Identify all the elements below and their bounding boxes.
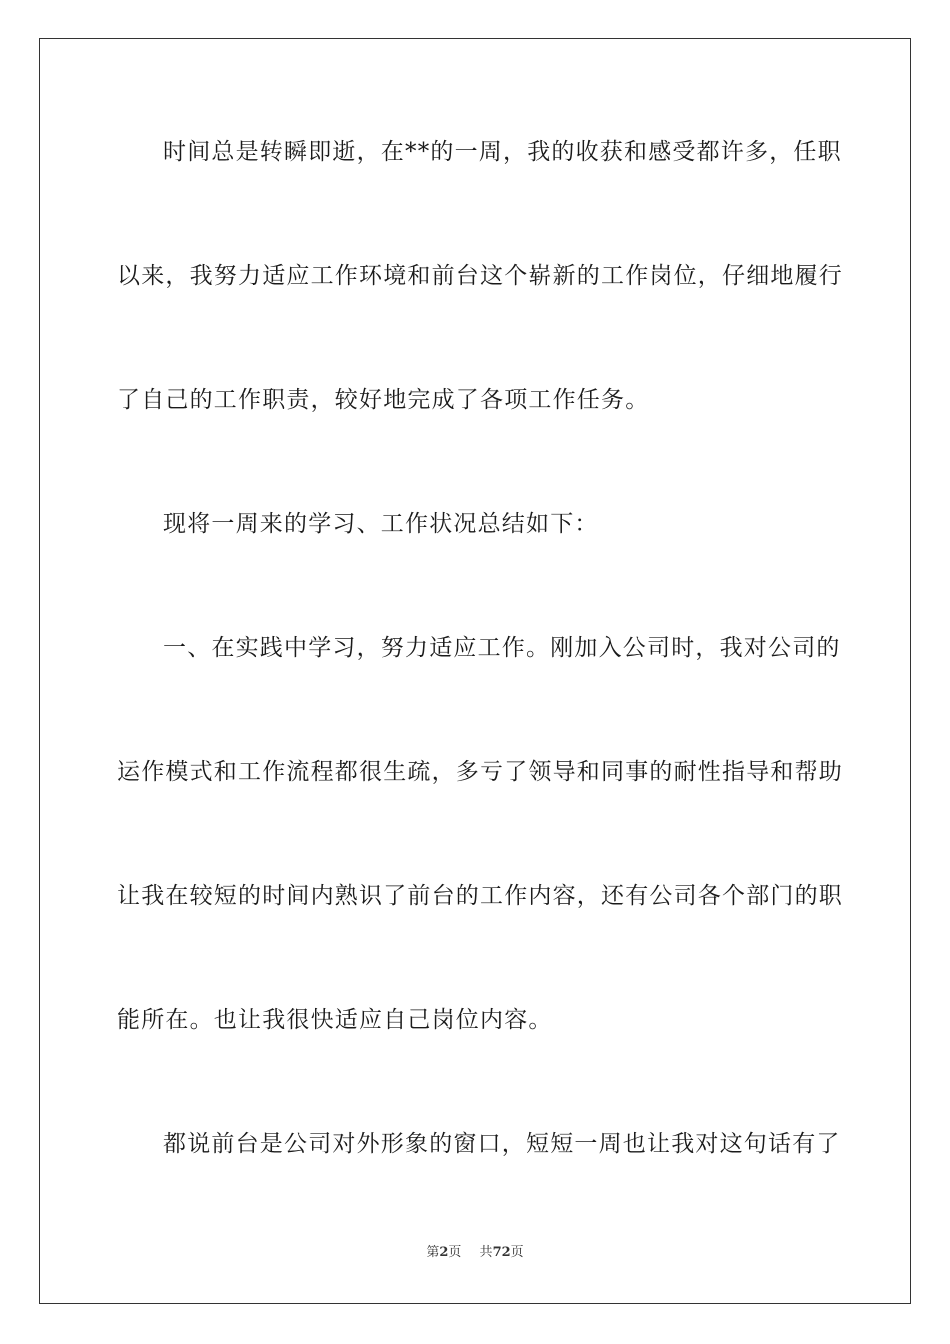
- paragraph-1-line-3: 了自己的工作职责，较好地完成了各项工作任务。: [117, 387, 650, 413]
- total-pages-value: 72: [492, 1245, 511, 1260]
- page-suffix: 页: [448, 1245, 462, 1260]
- paragraph-4-line-1: 都说前台是公司对外形象的窗口，短短一周也让我对这句话有了: [163, 1131, 841, 1157]
- paragraph-3-line-3: 让我在较短的时间内熟识了前台的工作内容，还有公司各个部门的职: [117, 883, 843, 909]
- page-number: [426, 1245, 461, 1261]
- total-pages: [480, 1245, 524, 1261]
- page-number-value: 2: [439, 1245, 449, 1260]
- paragraph-3-line-4: 能所在。也让我很快适应自己岗位内容。: [117, 1007, 553, 1033]
- paragraph-2-line-1: 现将一周来的学习、工作状况总结如下：: [163, 511, 599, 537]
- paragraph-1-line-2: 以来，我努力适应工作环境和前台这个崭新的工作岗位，仔细地履行: [117, 263, 843, 289]
- page-prefix: 第: [426, 1245, 440, 1260]
- page-footer: [0, 1245, 950, 1261]
- page-border: [39, 38, 911, 1304]
- total-suffix: 页: [510, 1245, 524, 1260]
- paragraph-1-line-1: 时间总是转瞬即逝，在**的一周，我的收获和感受都许多，任职: [163, 139, 842, 165]
- total-prefix: 共: [479, 1245, 493, 1260]
- paragraph-3-line-2: 运作模式和工作流程都很生疏，多亏了领导和同事的耐性指导和帮助: [117, 759, 843, 785]
- paragraph-3-line-1: 一、在实践中学习，努力适应工作。刚加入公司时，我对公司的: [163, 635, 841, 661]
